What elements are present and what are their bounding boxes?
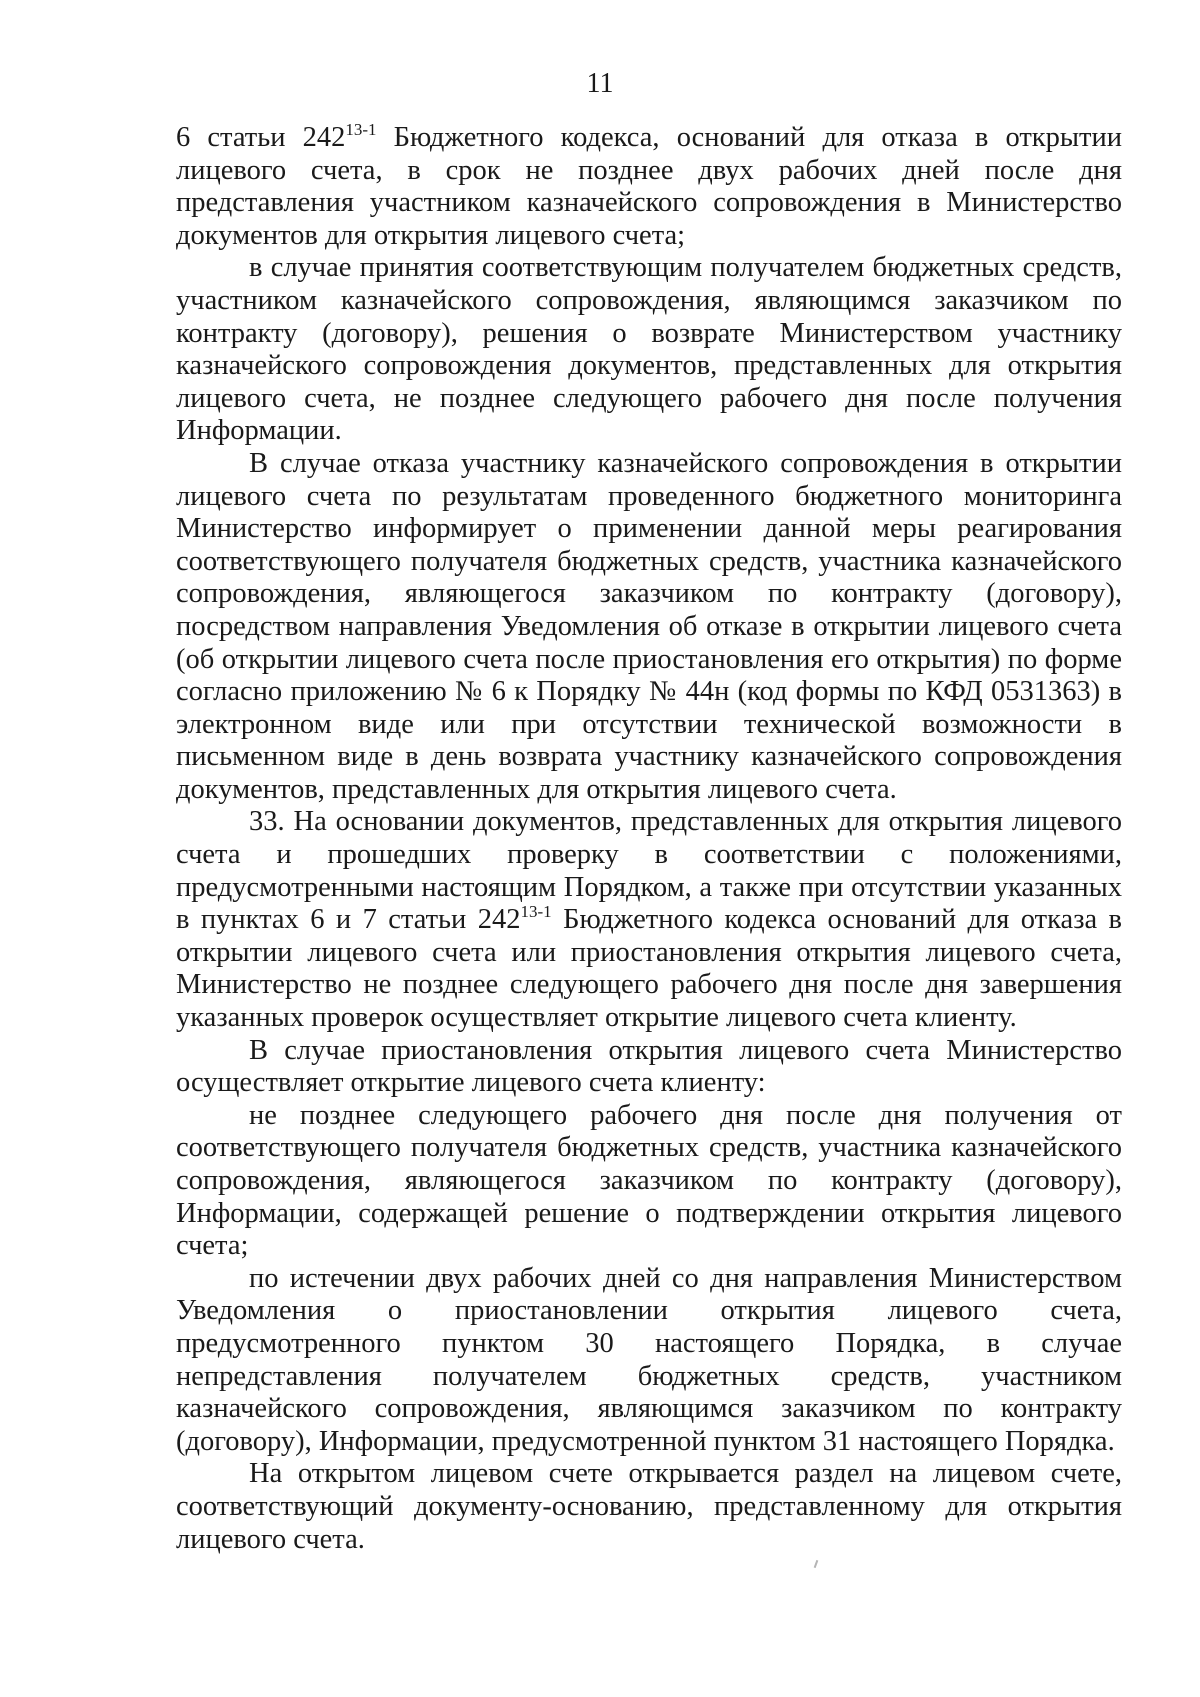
superscript: 13-1 <box>520 902 552 922</box>
paragraph-text: по истечении двух рабочих дней со дня направления Министерством Уведомления о приостановлении открытия лицевого счета, предусмотренного пунктом 30 настоящего Порядка, в случае непредставления получателем бюджетных средств, участником казначейского сопровождения, являющимся заказчиком по контракту (договору), Информации, предусмотренной пунктом 31 настоящего Порядка. <box>176 1262 1122 1457</box>
paragraph <box>176 448 1122 807</box>
paragraph <box>176 1458 1122 1556</box>
paragraph-text: 33. На основании документов, представленных для открытия лицевого счета и прошедших проверку в соответствии с положениями, предусмотренными настоящим Порядком, а также при отсутствии указанных в пунктах 6 и 7 статьи 242 <box>176 806 1122 936</box>
paragraph-text: Бюджетного кодекса оснований для отказа в открытии лицевого счета или приостановления открытия лицевого счета, Министерство не позднее следующего рабочего дня после дня завершения указанных проверок осуществляет открытие лицевого счета клиенту. <box>176 904 1122 1034</box>
scan-mark <box>814 1560 819 1568</box>
paragraph <box>176 122 1122 252</box>
paragraph-text: В случае приостановления открытия лицевого счета Министерство осуществляет открытие лицевого счета клиенту: <box>176 1034 1122 1099</box>
paragraph-text: Бюджетного кодекса, оснований для отказа в открытии лицевого счета, в срок не позднее двух рабочих дней после дня представления участником казначейского сопровождения в Министерство документов для открытия лицевого счета; <box>176 122 1122 251</box>
paragraph-text: 6 статьи 242 <box>176 122 346 153</box>
paragraph-text: На открытом лицевом счете открывается раздел на лицевом счете, соответствующий документу-основанию, представленному для открытия лицевого счета. <box>176 1458 1122 1555</box>
page-number: 11 <box>586 68 614 99</box>
paragraph-text: не позднее следующего рабочего дня после дня получения от соответствующего получателя бюджетных средств, участника казначейского сопровождения, являющегося заказчиком по контракту (договору), Информации, содержащей решение о подтверждении открытия лицевого счета; <box>176 1099 1122 1262</box>
document-body <box>176 122 1122 1556</box>
paragraph <box>176 1100 1122 1263</box>
paragraph-text: В случае отказа участнику казначейского сопровождения в открытии лицевого счета по результатам проведенного бюджетного мониторинга Министерство информирует о применении данной меры реагирования соответствующего получателя бюджетных средств, участника казначейского сопровождения, являющегося заказчиком по контракту (договору), посредством направления Уведомления об отказе в открытии лицевого счета (об открытии лицевого счета после приостановления его открытия) по форме согласно приложению № 6 к Порядку № 44н (код формы по КФД 0531363) в электронном виде или при отсутствии технической возможности в письменном виде в день возврата участнику казначейского сопровождения документов, представленных для открытия лицевого счета. <box>176 447 1122 805</box>
superscript: 13-1 <box>345 120 377 139</box>
paragraph <box>176 806 1122 1034</box>
paragraph-text: в случае принятия соответствующим получателем бюджетных средств, участником казначейского сопровождения, являющимся заказчиком по контракту (договору), решения о возврате Министерством участнику казначейского сопровождения документов, представленных для открытия лицевого счета, не позднее следующего рабочего дня после получения Информации. <box>176 252 1122 447</box>
paragraph <box>176 1263 1122 1459</box>
paragraph <box>176 252 1122 448</box>
paragraph <box>176 1035 1122 1100</box>
